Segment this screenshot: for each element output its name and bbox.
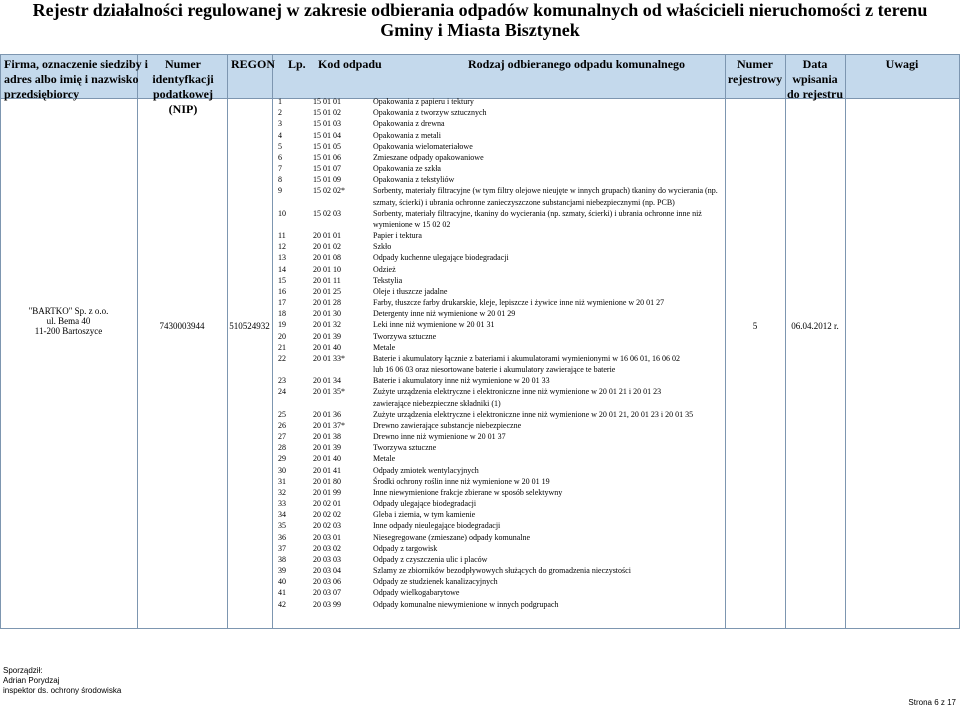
table-row <box>0 264 960 275</box>
row-rodzaj: Tekstylia <box>373 275 403 285</box>
row-kod: 20 01 40 <box>313 454 341 464</box>
row-kod: 20 03 07 <box>313 588 341 598</box>
row-kod: 20 01 39 <box>313 443 341 453</box>
footer-author-role: inspektor ds. ochrony środowiska <box>3 686 122 695</box>
header-firma: Firma, oznaczenie siedziby i adres albo imię i nazwisko przedsiębiorcy <box>4 57 148 101</box>
row-rodzaj: Papier i tektura <box>373 231 422 241</box>
row-lp: 5 <box>278 141 282 151</box>
row-kod: 20 01 36 <box>313 409 341 419</box>
title-line-2: Gminy i Miasta Bisztynek <box>380 20 580 40</box>
table-row <box>0 353 960 364</box>
row-lp: 20 <box>278 331 286 341</box>
row-kod: 20 02 03 <box>313 521 341 531</box>
row-lp: 27 <box>278 432 286 442</box>
row-rodzaj: Metale <box>373 454 396 464</box>
table-row <box>0 442 960 453</box>
table-row <box>0 554 960 565</box>
row-rodzaj: Niesegregowane (zmieszane) odpady komunalne <box>373 532 531 542</box>
row-rodzaj: Tworzywa sztuczne <box>373 331 437 341</box>
row-kod: 20 03 06 <box>313 577 341 587</box>
table-row <box>0 163 960 174</box>
row-lp: 21 <box>278 342 286 352</box>
row-kod: 20 01 30 <box>313 309 341 319</box>
footer-author-name: Adrian Porydzaj <box>3 676 60 685</box>
row-lp: 41 <box>278 588 286 598</box>
row-lp: 36 <box>278 532 286 542</box>
row-lp: 13 <box>278 253 286 263</box>
table-row <box>0 532 960 543</box>
table-border-top <box>0 54 960 55</box>
table-row <box>0 141 960 152</box>
table-row <box>0 509 960 520</box>
header-uwagi: Uwagi <box>885 57 919 71</box>
header-rodzaj: Rodzaj odbieranego odpadu komunalnego <box>468 57 686 71</box>
table-row <box>0 208 960 219</box>
row-lp: 28 <box>278 443 286 453</box>
row-kod: 20 01 28 <box>313 298 341 308</box>
row-kod: 20 01 35* <box>313 387 345 397</box>
row-kod: 20 02 02 <box>313 510 341 520</box>
row-kod: 20 01 40 <box>313 342 341 352</box>
row-rodzaj: Opakowania wielomateriałowe <box>373 141 473 151</box>
row-lp: 9 <box>278 186 282 196</box>
header-lp: Lp. <box>288 57 306 71</box>
table-row <box>0 587 960 598</box>
row-lp: 1 <box>278 97 282 106</box>
row-rodzaj: Inne odpady nieulegające biodegradacji <box>373 521 501 531</box>
footer-prepared-label: Sporządził: <box>3 666 43 675</box>
row-lp: 15 <box>278 275 286 285</box>
row-rodzaj: Detergenty inne niż wymienione w 20 01 29 <box>373 309 516 319</box>
row-lp: 10 <box>278 208 286 218</box>
row-lp: 25 <box>278 409 286 419</box>
row-kod: 20 01 38 <box>313 432 341 442</box>
row-kod: 15 02 02* <box>313 186 345 196</box>
row-rodzaj: Szlamy ze zbiorników bezodpływowych służących do gromadzenia nieczystości <box>373 566 631 576</box>
table-row <box>0 476 960 487</box>
row-kod: 15 01 07 <box>313 164 341 174</box>
row-lp: 31 <box>278 476 286 486</box>
row-kod: 15 01 04 <box>313 130 341 140</box>
row-kod: 15 01 06 <box>313 152 341 162</box>
row-rodzaj: Oleje i tłuszcze jadalne <box>373 286 448 296</box>
table-row <box>0 498 960 509</box>
row-kod: 20 01 02 <box>313 242 341 252</box>
row-kod: 20 03 99 <box>313 599 341 609</box>
row-lp: 40 <box>278 577 286 587</box>
row-rodzaj: Drewno zawierające substancje niebezpieczne <box>373 420 522 430</box>
row-rodzaj: Środki ochrony roślin inne niż wymienione w 20 01 19 <box>373 476 550 486</box>
table-row <box>0 308 960 319</box>
row-lp: 38 <box>278 554 286 564</box>
row-rodzaj: Odpady ze studzienek kanalizacyjnych <box>373 577 498 587</box>
row-kod: 20 01 41 <box>313 465 341 475</box>
row-rodzaj: Odpady z czyszczenia ulic i placów <box>373 554 488 564</box>
row-lp: 32 <box>278 487 286 497</box>
row-rodzaj: Odpady z targowisk <box>373 543 438 553</box>
row-lp: 16 <box>278 286 286 296</box>
table-row <box>0 107 960 118</box>
row-rodzaj: Sorbenty, materiały filtracyjne (w tym filtry olejowe nieujęte w innych grupach) tkaniny do wycierania (np. <box>373 186 718 196</box>
row-kod: 20 01 80 <box>313 476 341 486</box>
row-lp: 42 <box>278 599 286 609</box>
table-row <box>0 252 960 263</box>
row-rodzaj: Baterie i akumulatory łącznie z bateriami i akumulatorami wymienionymi w 16 06 01, 16 06 02 <box>373 353 681 363</box>
table-row <box>0 241 960 252</box>
table-row <box>0 342 960 353</box>
table-row <box>0 487 960 498</box>
row-lp: 22 <box>278 353 286 363</box>
header-numer: Numer rejestrowy <box>727 57 783 86</box>
row-rodzaj: wymienione w 15 02 02 <box>373 219 451 229</box>
row-rodzaj: Opakowania z papieru i tektury <box>373 97 474 106</box>
row-rodzaj: Sorbenty, materiały filtracyjne, tkaniny do wycierania (np. szmaty, ścierki) i ubrania ochronne inne niż <box>373 208 702 218</box>
row-lp: 17 <box>278 298 286 308</box>
row-lp: 34 <box>278 510 286 520</box>
row-kod: 20 01 32 <box>313 320 341 330</box>
register-number: 5 <box>752 321 758 331</box>
row-rodzaj: Drewno inne niż wymienione w 20 01 37 <box>373 432 506 442</box>
table-row <box>0 331 960 342</box>
table-border-bottom <box>0 628 960 629</box>
row-lp: 39 <box>278 566 286 576</box>
row-kod: 20 01 33* <box>313 353 345 363</box>
row-rodzaj: Opakowania z tekstyliów <box>373 175 455 185</box>
row-lp: 23 <box>278 376 286 386</box>
row-kod: 20 01 39 <box>313 331 341 341</box>
row-rodzaj: Odpady zmiotek wentylacyjnych <box>373 465 479 475</box>
row-kod: 15 01 05 <box>313 141 341 151</box>
row-lp: 6 <box>278 152 282 162</box>
row-lp: 4 <box>278 130 282 140</box>
row-lp: 12 <box>278 242 286 252</box>
table-row <box>0 118 960 129</box>
row-lp: 24 <box>278 387 286 397</box>
row-kod: 15 01 09 <box>313 175 341 185</box>
company-name: "BARTKO" Sp. z o.o. <box>28 306 109 316</box>
row-rodzaj: Zużyte urządzenia elektryczne i elektroniczne inne niż wymienione w 20 01 21, 20 01 23 i 20 01 35 <box>373 409 694 419</box>
table-row <box>0 386 960 397</box>
row-rodzaj: Metale <box>373 342 396 352</box>
row-kod: 20 01 10 <box>313 264 341 274</box>
row-rodzaj: Zużyte urządzenia elektryczne i elektroniczne inne niż wymienione w 20 01 21 i 20 01 23 <box>373 387 662 397</box>
row-kod: 20 01 25 <box>313 286 341 296</box>
table-row <box>0 152 960 163</box>
table-row <box>0 275 960 286</box>
row-lp: 35 <box>278 521 286 531</box>
row-rodzaj: Odpady kuchenne ulegające biodegradacji <box>373 253 509 263</box>
row-lp: 14 <box>278 264 286 274</box>
table-row <box>0 465 960 476</box>
row-rodzaj: Farby, tłuszcze farby drukarskie, kleje, lepiszcze i żywice inne niż wymienione w 20 01 27 <box>373 298 665 308</box>
row-lp: 37 <box>278 543 286 553</box>
table-row <box>0 286 960 297</box>
table-row <box>0 230 960 241</box>
row-lp: 3 <box>278 119 282 129</box>
table-row <box>0 174 960 185</box>
table-row <box>0 297 960 308</box>
table-row <box>0 375 960 386</box>
table-row <box>0 364 960 375</box>
row-lp: 26 <box>278 420 286 430</box>
table-row <box>0 453 960 464</box>
table-row <box>0 420 960 431</box>
row-rodzaj: Opakowania z metali <box>373 130 441 140</box>
table-row <box>0 219 960 230</box>
row-lp: 11 <box>278 231 286 241</box>
table-row <box>0 409 960 420</box>
row-lp: 30 <box>278 465 286 475</box>
table-row <box>0 130 960 141</box>
row-lp: 8 <box>278 175 282 185</box>
row-lp: 33 <box>278 499 286 509</box>
row-rodzaj: Szkło <box>373 242 392 252</box>
row-kod: 15 01 03 <box>313 119 341 129</box>
row-rodzaj: Opakowania z tworzyw sztucznych <box>373 108 487 118</box>
table-row <box>0 543 960 554</box>
document-title <box>0 0 960 40</box>
row-rodzaj: Odzież <box>373 264 396 274</box>
table-row <box>0 520 960 531</box>
row-lp: 19 <box>278 320 286 330</box>
row-lp: 18 <box>278 309 286 319</box>
row-kod: 20 01 11 <box>313 275 341 285</box>
row-kod: 20 03 02 <box>313 543 341 553</box>
row-lp: 2 <box>278 108 282 118</box>
table-row <box>0 576 960 587</box>
title-line-1: Rejestr działalności regulowanej w zakresie odbierania odpadów komunalnych od właścicieli nieruchomości z terenu <box>32 0 928 20</box>
row-kod: 20 01 08 <box>313 253 341 263</box>
row-rodzaj: Leki inne niż wymienione w 20 01 31 <box>373 320 495 330</box>
header-regon: REGON <box>231 57 276 71</box>
company-nip: 7430003944 <box>159 321 205 331</box>
row-rodzaj: zawierające niebezpieczne składniki (1) <box>373 398 501 408</box>
row-kod: 20 03 01 <box>313 532 341 542</box>
row-kod: 20 03 03 <box>313 554 341 564</box>
row-rodzaj: Odpady komunalne niewymienione w innych podgrupach <box>373 599 559 609</box>
row-kod: 20 03 04 <box>313 566 341 576</box>
company-street: ul. Bema 40 <box>46 316 91 326</box>
row-kod: 20 01 99 <box>313 487 341 497</box>
header-kod: Kod odpadu <box>318 57 382 71</box>
table-row <box>0 197 960 208</box>
row-rodzaj: szmaty, ścierki) i ubrania ochronne zanieczyszczone substancjami niebezpiecznymi (np. PCB) <box>373 197 675 207</box>
row-kod: 20 01 01 <box>313 231 341 241</box>
table-row <box>0 431 960 442</box>
header-data: Data wpisania do rejestru <box>786 57 844 101</box>
table-row <box>0 185 960 196</box>
table-row <box>0 599 960 610</box>
footer-author <box>3 666 121 696</box>
row-kod: 15 01 02 <box>313 108 341 118</box>
company-regon: 510524932 <box>229 321 270 331</box>
row-kod: 20 01 37* <box>313 420 345 430</box>
row-kod: 20 01 34 <box>313 376 341 386</box>
company-city: 11-200 Bartoszyce <box>34 326 103 336</box>
row-kod: 20 02 01 <box>313 499 341 509</box>
row-kod: 15 01 01 <box>313 97 341 106</box>
row-rodzaj: Zmieszane odpady opakowaniowe <box>373 152 484 162</box>
row-lp: 7 <box>278 164 282 174</box>
register-date: 06.04.2012 r. <box>791 321 839 331</box>
row-rodzaj: Odpady ulegające biodegradacji <box>373 499 477 509</box>
table-row <box>0 398 960 409</box>
row-rodzaj: Opakowania z drewna <box>373 119 445 129</box>
row-lp: 29 <box>278 454 286 464</box>
row-rodzaj: lub 16 06 03 oraz niesortowane baterie i akumulatory zawierające te baterie <box>373 365 616 375</box>
table-row <box>0 319 960 330</box>
row-kod: 15 02 03 <box>313 208 341 218</box>
row-rodzaj: Odpady wielkogabarytowe <box>373 588 460 598</box>
table-row <box>0 96 960 107</box>
row-rodzaj: Baterie i akumulatory inne niż wymienione w 20 01 33 <box>373 376 550 386</box>
row-rodzaj: Opakowania ze szkła <box>373 164 441 174</box>
row-rodzaj: Inne niewymienione frakcje zbierane w sposób selektywny <box>373 487 563 497</box>
table-row <box>0 565 960 576</box>
header-nip: Numer identyfkacji podatkowej (NIP) <box>152 57 214 116</box>
page-number: Strona 6 z 17 <box>908 698 956 707</box>
row-rodzaj: Tworzywa sztuczne <box>373 443 437 453</box>
row-rodzaj: Gleba i ziemia, w tym kamienie <box>373 510 476 520</box>
